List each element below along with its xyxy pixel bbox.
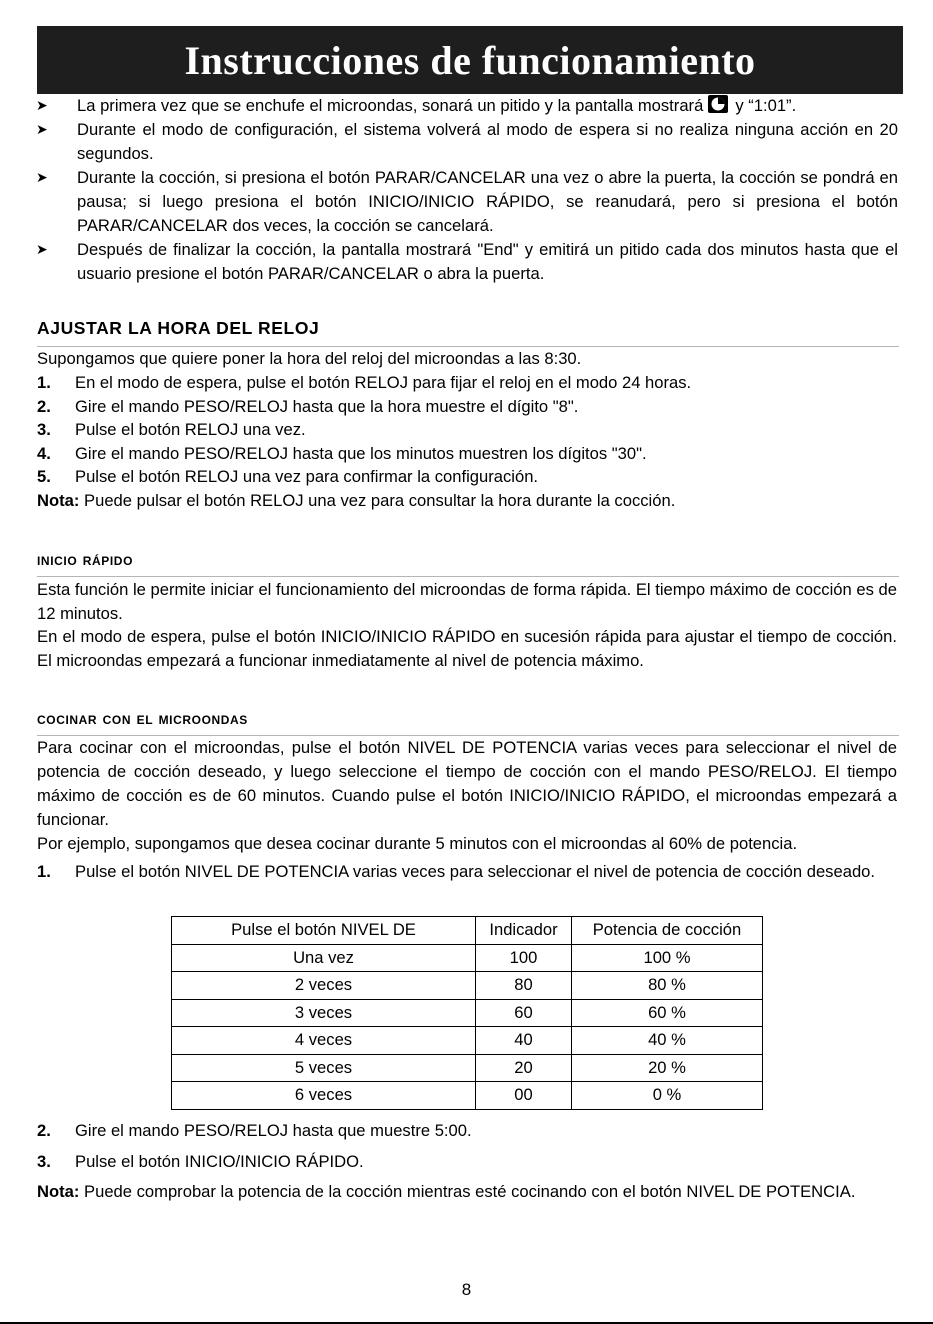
bullet-text: Durante la cocción, si presiona el botón PARAR/CANCELAR una vez o abre la puerta, la cocción se pondrá en pausa; si luego presiona el botón INICIO/INICIO RÁPIDO, se reanudará, pero si presiona el botón PARAR/CANCELAR dos veces, la cocción se cancelará. <box>77 168 898 235</box>
step-number: 2. <box>37 396 51 416</box>
clock-note <box>37 489 897 513</box>
table-cell: 80 <box>476 972 572 1000</box>
clock-display-icon <box>707 94 729 114</box>
table-row <box>172 1054 763 1082</box>
list-item <box>37 856 897 888</box>
table-cell: 60 % <box>572 999 763 1027</box>
table-cell: 60 <box>476 999 572 1027</box>
microwave-note <box>37 1176 897 1207</box>
bullet-text: Después de finalizar la cocción, la pantalla mostrará "End" y emitirá un pitido cada dos minutos hasta que el usuario presione el botón PARAR/CANCELAR o abra la puerta. <box>77 240 898 283</box>
step-number: 3. <box>37 420 51 439</box>
arrowhead-bullet-icon: ➤ <box>36 98 48 114</box>
table-cell: Una vez <box>172 944 476 972</box>
table-cell: 100 % <box>572 944 763 972</box>
table-cell: 6 veces <box>172 1082 476 1110</box>
list-item <box>37 1115 897 1146</box>
table-cell: 20 <box>476 1054 572 1082</box>
step-number: 2. <box>37 1121 51 1140</box>
clock-intro: Supongamos que quiere poner la hora del reloj del microondas a las 8:30. <box>37 349 582 368</box>
quick-start-paragraph-2: En el modo de espera, pulse el botón INICIO/INICIO RÁPIDO en sucesión rápida para ajustar el tiempo de cocción. El microondas empezará a funcionar inmediatamente al nivel de potencia máximo. <box>37 627 897 670</box>
column-header: Potencia de cocción <box>572 917 763 945</box>
page-title: Instrucciones de funcionamiento <box>184 37 756 83</box>
step-text: Pulse el botón RELOJ una vez. <box>75 420 306 439</box>
microwave-cooking-heading: cocinar con el microondas <box>37 708 248 728</box>
table-row <box>172 1082 763 1110</box>
step-number: 3. <box>37 1152 51 1171</box>
step-text: En el modo de espera, pulse el botón RELOJ para fijar el reloj en el modo 24 horas. <box>75 373 692 392</box>
page-number: 8 <box>461 1280 472 1299</box>
power-level-table <box>171 916 763 1110</box>
list-item <box>36 118 898 166</box>
step-text: Pulse el botón INICIO/INICIO RÁPIDO. <box>75 1152 364 1171</box>
step-text: Gire el mando PESO/RELOJ hasta que los minutos muestren los dígitos "30". <box>75 443 647 463</box>
list-item <box>37 418 897 442</box>
list-item <box>36 94 898 118</box>
bullet-text: Durante el modo de configuración, el sistema volverá al modo de espera si no realiza ninguna acción en 20 segundos. <box>77 120 898 163</box>
column-header: Pulse el botón NIVEL DE <box>172 917 476 945</box>
table-cell: 5 veces <box>172 1054 476 1082</box>
table-cell: 80 % <box>572 972 763 1000</box>
quick-start-heading: inicio rápido <box>37 549 133 569</box>
table-row <box>172 999 763 1027</box>
table-cell: 2 veces <box>172 972 476 1000</box>
table-cell: 20 % <box>572 1054 763 1082</box>
table-row <box>172 944 763 972</box>
table-cell: 4 veces <box>172 1027 476 1055</box>
note-label: Nota: <box>37 1182 80 1201</box>
microwave-example: Por ejemplo, supongamos que desea cocinar durante 5 minutos con el microondas al 60% de potencia. <box>37 834 798 853</box>
arrowhead-bullet-icon: ➤ <box>36 122 48 138</box>
step-text: Gire el mando PESO/RELOJ hasta que la hora muestre el dígito "8". <box>75 396 579 416</box>
table-cell: 40 % <box>572 1027 763 1055</box>
list-item <box>37 395 897 419</box>
clock-steps <box>37 371 897 489</box>
list-item <box>37 1146 897 1177</box>
microwave-paragraph-1: Para cocinar con el microondas, pulse el botón NIVEL DE POTENCIA varias veces para seleccionar el nivel de potencia de cocción deseado, y luego seleccione el tiempo de cocción con el mando PESO/RELOJ. El tiempo máximo de cocción es de 60 minutos. Cuando pulse el botón INICIO/INICIO RÁPIDO, el microondas empezará a funcionar. <box>37 738 897 829</box>
quick-start-paragraph-1: Esta función le permite iniciar el funcionamiento del microondas de forma rápida. El tiempo máximo de cocción es de 12 minutos. <box>37 580 897 623</box>
bullet-text-end: y “1:01”. <box>735 96 797 115</box>
table-header-row <box>172 917 763 945</box>
bullet-text: La primera vez que se enchufe el microondas, sonará un pitido y la pantalla mostrará <box>77 96 704 115</box>
arrowhead-bullet-icon: ➤ <box>36 170 48 186</box>
table-cell: 0 % <box>572 1082 763 1110</box>
step-number: 1. <box>37 373 51 392</box>
table-row <box>172 972 763 1000</box>
note-label: Nota: <box>37 491 80 510</box>
title-banner <box>37 26 903 94</box>
section-divider <box>37 576 899 577</box>
note-text: Puede pulsar el botón RELOJ una vez para consultar la hora durante la cocción. <box>79 491 676 510</box>
intro-bullet-list <box>36 94 898 286</box>
table-cell: 3 veces <box>172 999 476 1027</box>
microwave-step-1 <box>37 856 897 888</box>
step-number: 1. <box>37 862 51 881</box>
table-cell: 00 <box>476 1082 572 1110</box>
microwave-steps-2-3 <box>37 1115 897 1177</box>
step-text: Pulse el botón NIVEL DE POTENCIA varias veces para seleccionar el nivel de potencia de cocción deseado. <box>75 862 876 881</box>
step-text: Gire el mando PESO/RELOJ hasta que muestre 5:00. <box>75 1121 472 1140</box>
list-item <box>36 166 898 238</box>
list-item <box>37 442 897 466</box>
column-header: Indicador <box>476 917 572 945</box>
arrowhead-bullet-icon: ➤ <box>36 242 48 258</box>
step-number: 5. <box>37 467 51 486</box>
table-row <box>172 1027 763 1055</box>
list-item <box>37 371 897 395</box>
list-item <box>37 465 897 489</box>
clock-section-heading: AJUSTAR LA HORA DEL RELOJ <box>37 318 320 338</box>
table-cell: 100 <box>476 944 572 972</box>
step-text: Pulse el botón RELOJ una vez para confirmar la configuración. <box>75 467 539 486</box>
list-item <box>36 238 898 286</box>
note-text: Puede comprobar la potencia de la cocción mientras esté cocinando con el botón NIVEL DE POTENCIA. <box>79 1182 856 1201</box>
step-number: 4. <box>37 443 51 463</box>
table-cell: 40 <box>476 1027 572 1055</box>
